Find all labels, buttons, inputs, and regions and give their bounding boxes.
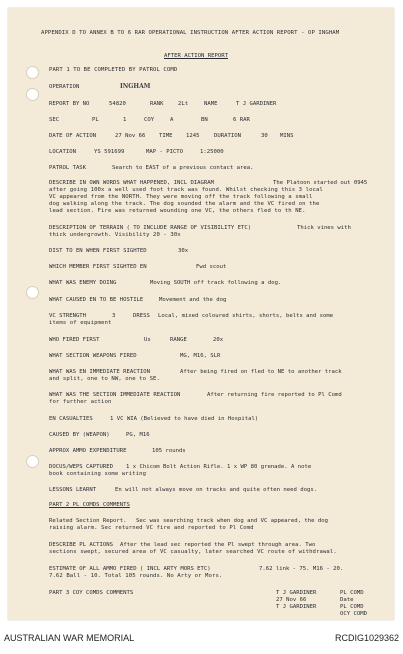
fired-first-label: WHO FIRED FIRST — [49, 337, 100, 343]
related-report-label: Related Section Report. — [49, 518, 127, 524]
related-report-value-cont: raising alarm. Sec returned VC fire and reported to Pl Comd — [49, 525, 254, 531]
signature-role: PL COMD — [340, 590, 364, 596]
first-sighted-value: Fwd scout — [196, 264, 227, 270]
describe-line: The Platoon started out 0945 — [273, 180, 368, 186]
coy-label: COY — [144, 117, 155, 123]
duration-value: 30 — [261, 133, 268, 139]
section-reaction-label: WHAT WAS THE SECTION IMMEDIATE REACTION — [49, 392, 181, 398]
describe-line: after going 100x a well used foot track was found. Whilst checking this 3 local — [49, 187, 323, 193]
enemy-doing-label: WHAT WAS ENEMY DOING — [49, 280, 117, 286]
related-report-value: Sec was searching track when dog and VC appeared, the dog — [136, 518, 328, 524]
first-sighted-label: WHICH MEMBER FIRST SIGHTED EN — [49, 264, 147, 270]
ammo-expenditure-label: APPROX AMMO EXPENDITURE — [49, 448, 127, 454]
date-value: 27 Nov 66 — [115, 133, 146, 139]
operation-value: INGHAM — [120, 83, 151, 90]
time-value: 1245 — [186, 133, 200, 139]
duration-label: DURATION — [214, 133, 241, 139]
weapons-fired-value: MG, M16, SLR — [180, 353, 221, 359]
enemy-doing-value: Moving SOUTH off track following a dog. — [150, 280, 282, 286]
terrain-value-cont: thick undergrowth. Visibility 20 - 30x — [49, 232, 181, 238]
footer-credit: AUSTRALIAN WAR MEMORIAL — [4, 633, 135, 643]
punch-hole — [26, 88, 39, 101]
docs-captured-value-cont: book containing some writing — [49, 471, 147, 477]
vc-strength-value: 3 — [112, 313, 116, 319]
section-reaction-value-cont: for further action — [49, 399, 112, 405]
signature-coy-comd-label: OCY COMD — [340, 611, 367, 617]
signature-date-label: Date — [340, 597, 354, 603]
signature-date: 27 Nov 66 — [276, 597, 307, 603]
ammo-fired-label: ESTIMATE OF ALL AMMO FIRED ( INCL ARTY MORS ETC) — [49, 566, 211, 572]
describe-line: VC appeared from the NORTH. They were moving off the track following a small — [49, 194, 313, 200]
bn-label: BN — [201, 117, 208, 123]
range-value: 20x — [213, 337, 224, 343]
part3-heading: PART 3 COY COMDS COMMENTS — [49, 590, 134, 596]
report-by-label: REPORT BY NO — [49, 101, 90, 107]
map-value: 1:25000 — [200, 149, 224, 155]
sec-label: SEC — [49, 117, 60, 123]
hostile-cause-label: WHAT CAUSED EN TO BE HOSTILE — [49, 297, 144, 303]
en-reaction-value: After being fired on fled to NE to another track — [180, 369, 342, 375]
map-label: MAP - PICTO — [146, 149, 184, 155]
date-label: DATE OF ACTION — [49, 133, 97, 139]
part2-heading: PART 2 PL COMDS COMMENTS — [49, 502, 130, 508]
describe-line: dog walking along the track. The dog sounded the alarm and the VC fired on the — [49, 201, 320, 207]
report-subtitle: AFTER ACTION REPORT — [164, 53, 228, 59]
punch-hole — [26, 286, 39, 299]
pl-label: PL — [92, 117, 99, 123]
pl-actions-value-cont: sections swept, secured area of VC casualty, later searched VC route of withdrawal. — [49, 549, 337, 555]
rank-label: RANK — [150, 101, 164, 107]
caused-by-label: CAUSED BY (WEAPON) — [49, 432, 110, 438]
signature-pl-comd-label: PL COMD — [340, 604, 364, 610]
describe-label: DESCRIBE IN OWN WORDS WHAT HAPPENED, INCL DIAGRAM — [49, 180, 215, 186]
dress-label: DRESS — [133, 313, 150, 319]
weapons-fired-label: WHAT SECTION WEAPONS FIRED — [49, 353, 137, 359]
document-title: APPENDIX D TO ANNEX B TO 6 RAR OPERATIONAL INSTRUCTION AFTER ACTION REPORT - OP INGHAM — [41, 30, 340, 36]
document-page — [8, 8, 394, 620]
terrain-value: Thick vines with — [297, 225, 351, 231]
range-label: RANGE — [170, 337, 187, 343]
terrain-label: DESCRIPTION OF TERRAIN ( TO INCLUDE RANGE OF VISIBILITY ETC) — [49, 225, 252, 231]
duration-unit: MINS — [280, 133, 294, 139]
lessons-value: En will not always move on tracks and quite often need dogs. — [115, 487, 318, 493]
hostile-cause-value: Movement and the dog — [159, 297, 227, 303]
dress-value: Local, mixed coloured shirts, shorts, belts and some — [158, 313, 334, 319]
pl-actions-label: DESCRIBE PL ACTIONS — [49, 542, 113, 548]
fired-first-value: Us — [144, 337, 151, 343]
docs-captured-value: 1 x Chicom Bolt Action Rifle. 1 x WP 80 grenade. A note — [126, 464, 312, 470]
patrol-task-value: Search to EAST of a previous contact area. — [112, 165, 254, 171]
signature-name-2: T J GARDINER — [276, 604, 317, 610]
location-value: YS 591699 — [94, 149, 125, 155]
vc-strength-label: VC STRENGTH — [49, 313, 87, 319]
ammo-fired-value: 7.62 link - 75. M16 - 20. — [259, 566, 344, 572]
distance-label: DIST TO EN WHEN FIRST SIGHTED — [49, 248, 147, 254]
rank-value: 2Lt — [178, 101, 189, 107]
section-reaction-value: After returning fire reported to Pl Comd — [207, 392, 342, 398]
punch-hole — [26, 66, 39, 79]
name-label: NAME — [204, 101, 218, 107]
en-casualties-label: EN CASUALTIES — [49, 416, 93, 422]
signature-name: T J GARDINER — [276, 590, 317, 596]
docs-captured-label: DOCUS/WEPS CAPTURED — [49, 464, 113, 470]
time-label: TIME — [159, 133, 173, 139]
en-reaction-label: WHAT WAS EN IMMEDIATE REACTION — [49, 369, 151, 375]
report-by-no: 54820 — [109, 101, 126, 107]
coy-value: A — [170, 117, 174, 123]
en-casualties-value: 1 VC WIA (Believed to have died in Hospital) — [110, 416, 259, 422]
en-reaction-value-cont: and split, one to NW, one to SE. — [49, 376, 160, 382]
ammo-expenditure-value: 105 rounds — [152, 448, 186, 454]
caused-by-value: PG, M16 — [126, 432, 150, 438]
ammo-fired-value-cont: 7.62 Ball - 10. Total 105 rounds. No Arty or Mors. — [49, 573, 223, 579]
pl-value: 1 — [123, 117, 127, 123]
pl-actions-value: After the lead sec reported the Pl swept through area. Two — [120, 542, 316, 548]
part1-heading: PART 1 TO BE COMPLETED BY PATROL COMD — [49, 67, 178, 73]
dress-value-cont: items of equipment — [49, 320, 112, 326]
operation-label: OPERATION — [49, 84, 80, 90]
describe-line: lead section. Fire was returned wounding one VC, the others fled to th NE. — [49, 208, 306, 214]
patrol-task-label: PATROL TASK — [49, 165, 87, 171]
distance-value: 30x — [178, 248, 189, 254]
lessons-label: LESSONS LEARNT — [49, 487, 97, 493]
footer-reference: RCDIG1029362 — [334, 633, 399, 643]
location-label: LOCATION — [49, 149, 76, 155]
name-value: T J GARDINER — [236, 101, 277, 107]
bn-value: 6 RAR — [233, 117, 250, 123]
punch-hole — [26, 455, 39, 468]
